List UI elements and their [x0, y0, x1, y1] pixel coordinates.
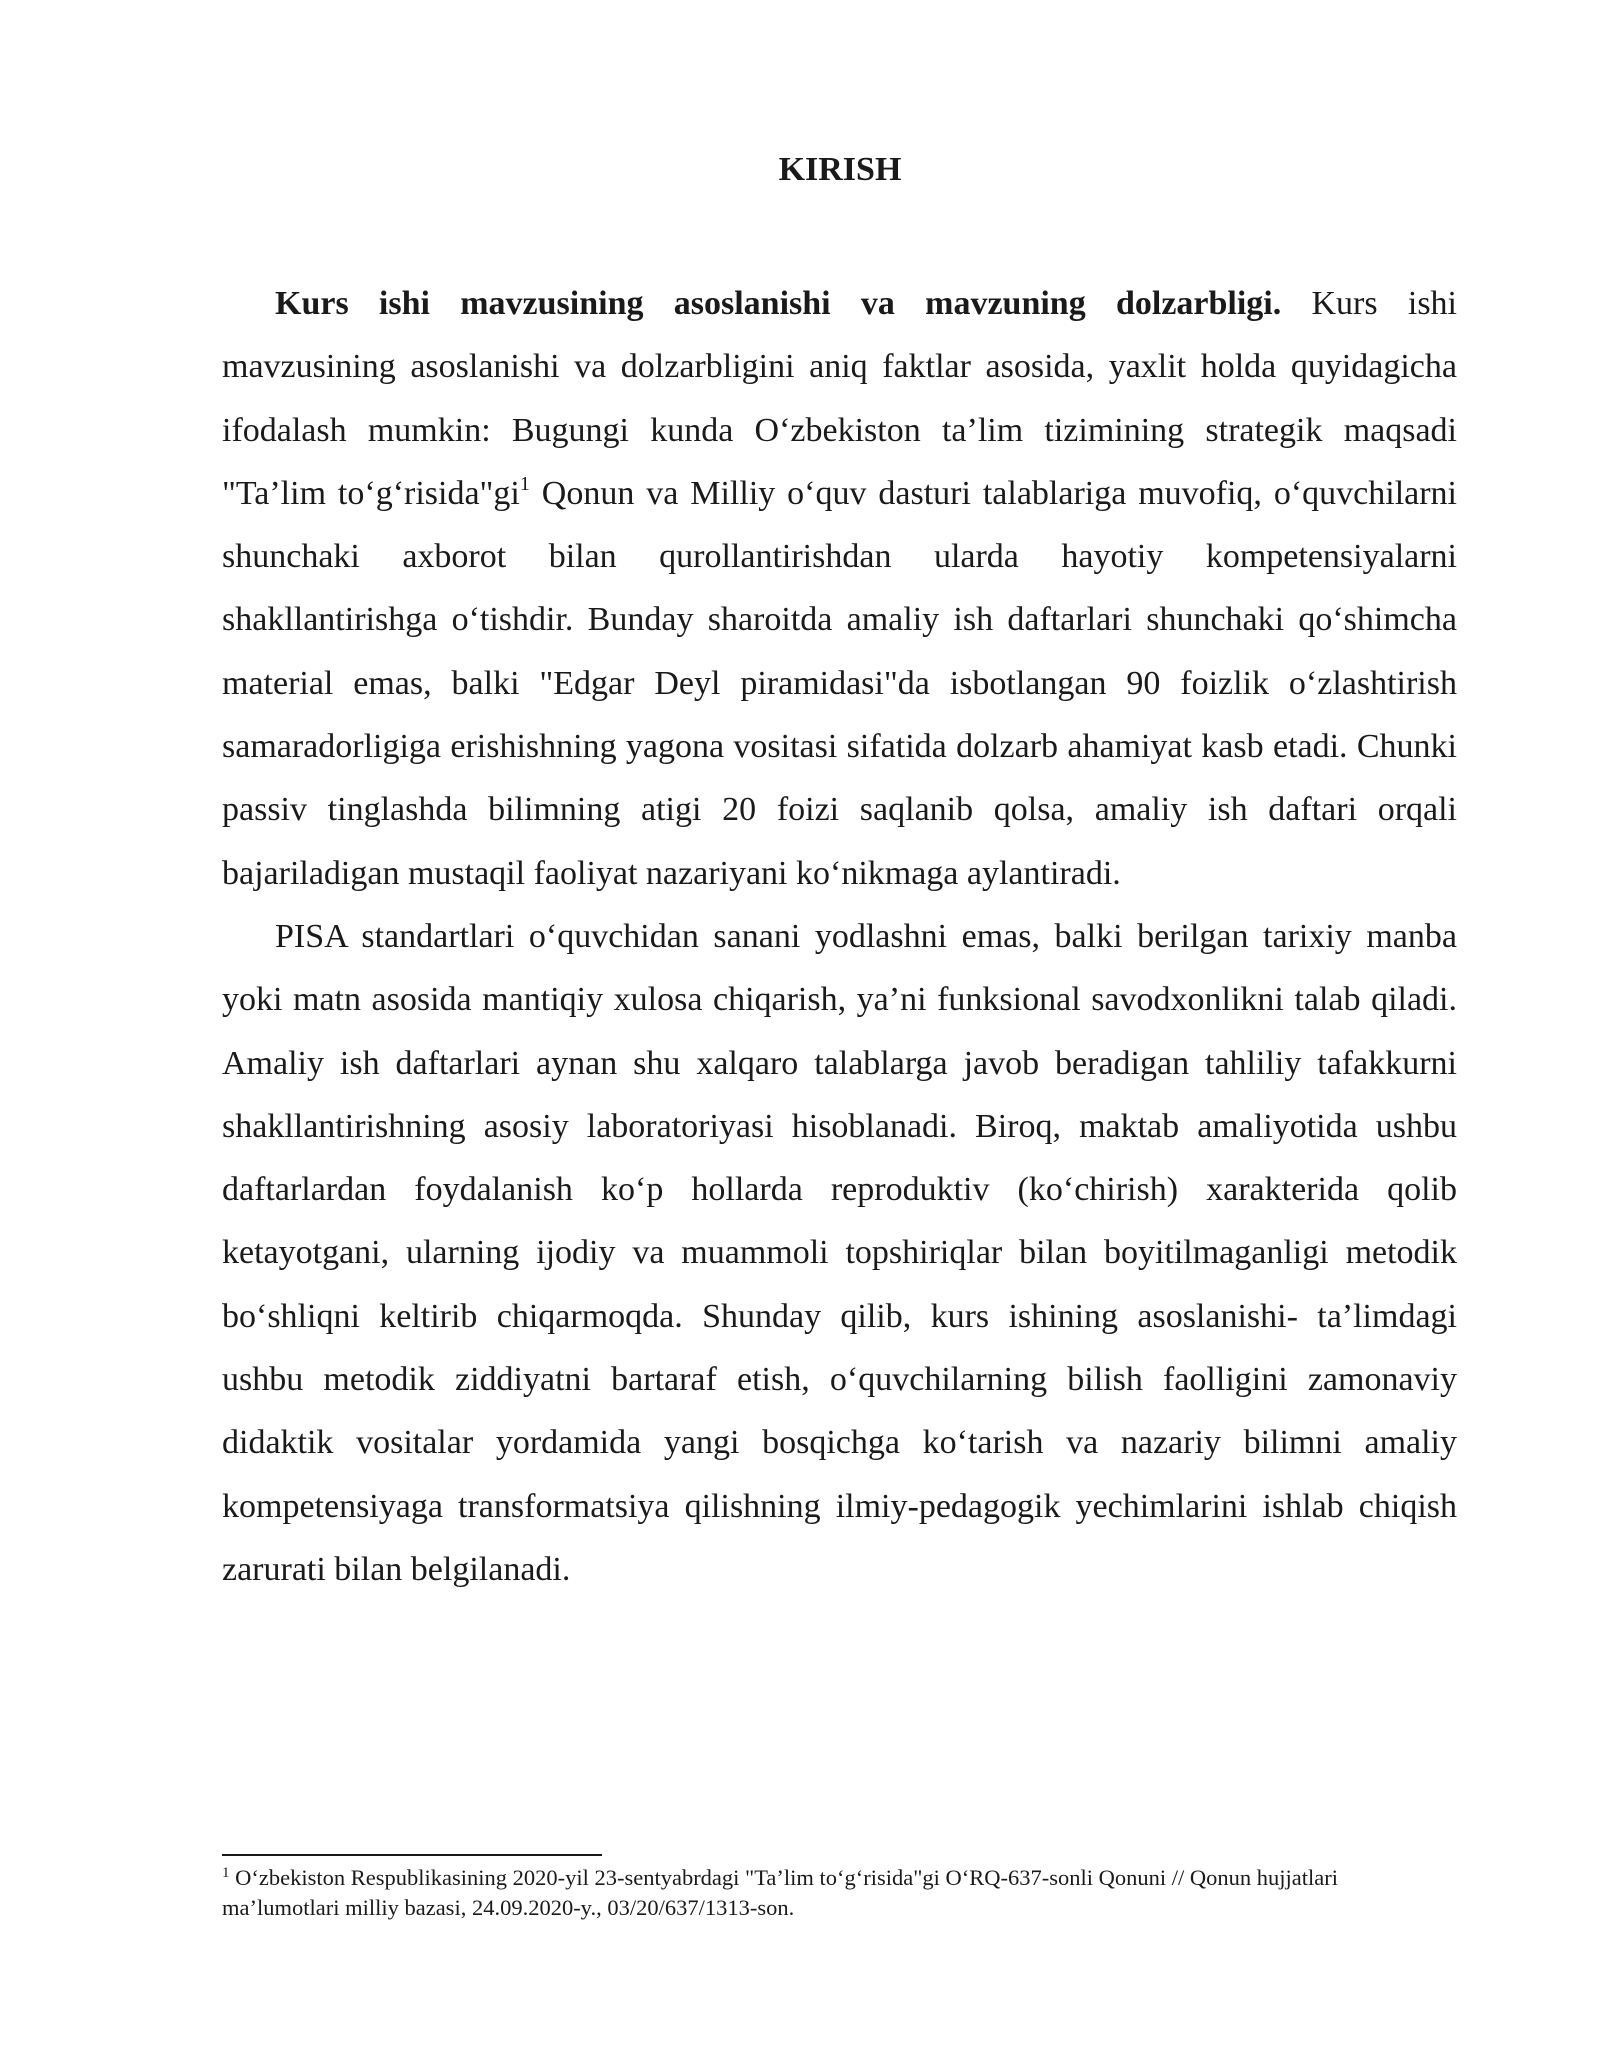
footnote-reference[interactable]: 1	[519, 472, 530, 495]
paragraph-relevance	[222, 272, 1457, 905]
paragraph-lead-heading: Kurs ishi mavzusining asoslanishi va mavzuning dolzarbligi.	[275, 285, 1282, 322]
paragraph-text-part1: Kurs ishi mavzusining asoslanishi va dolzarbligini aniq faktlar asosida, yaxlit holda quyidagicha ifodalash mumkin: Bugungi kunda O‘zbekiston ta’lim tizimining strategik maqsadi "Ta’lim to‘g‘risida"gi	[222, 285, 1457, 512]
footnote-separator	[222, 1854, 602, 1856]
footnote	[222, 1863, 1457, 1923]
paragraph-text-part2: Qonun va Milliy o‘quv dasturi talablariga muvofiq, o‘quvchilarni shunchaki axborot bilan qurollantirishdan ularda hayotiy kompetensiyalarni shakllantirishga o‘tishdir. Bunday sharoitda amaliy ish daftarlari shunchaki qo‘shimcha material emas, balki "Edgar Deyl piramidasi"da isbotlangan 90 foizlik o‘zlashtirish samaradorligiga erishishning yagona vositasi sifatida dolzarb ahamiyat kasb etadi. Chunki passiv tinglashda bilimning atigi 20 foizi saqlanib qolsa, amaliy ish daftari orqali bajariladigan mustaqil faoliyat nazariyani ko‘nikmaga aylantiradi.	[222, 474, 1457, 892]
paragraph-pisa: PISA standartlari o‘quvchidan sanani yodlashni emas, balki berilgan tarixiy manba yoki matn asosida mantiqiy xulosa chiqarish, ya’ni funksional savodxonlikni talab qiladi. Amaliy ish daftarlari aynan shu xalqaro talablarga javob beradigan tahliliy tafakkurni shakllantirishning asosiy laboratoriyasi hisoblanadi. Biroq, maktab amaliyotida ushbu daftarlardan foydalanish ko‘p hollarda reproduktiv (ko‘chirish) xarakterida qolib ketayotgani, ularning ijodiy va muammoli topshiriqlar bilan boyitilmaganligi metodik bo‘shliqni keltirib chiqarmoqda. Shunday qilib, kurs ishining asoslanishi- ta’limdagi ushbu metodik ziddiyatni bartaraf etish, o‘quvchilarning bilish faolligini zamonaviy didaktik vositalar yordamida yangi bosqichga ko‘tarish va nazariy bilimni amaliy kompetensiyaga transformatsiya qilishning ilmiy-pedagogik yechimlarini ishlab chiqish zarurati bilan belgilanadi.	[222, 917, 1457, 1588]
footnote-number: 1	[222, 1865, 230, 1881]
page-title: KIRISH	[778, 151, 902, 188]
document-body	[222, 272, 1457, 1601]
footnote-text: O‘zbekiston Respublikasining 2020-yil 23-sentyabrdagi "Ta’lim to‘g‘risida"gi O‘RQ-637-sonli Qonuni // Qonun hujjatlari ma’lumotlari milliy bazasi, 24.09.2020-y., 03/20/637/1313-son.	[222, 1865, 1339, 1920]
